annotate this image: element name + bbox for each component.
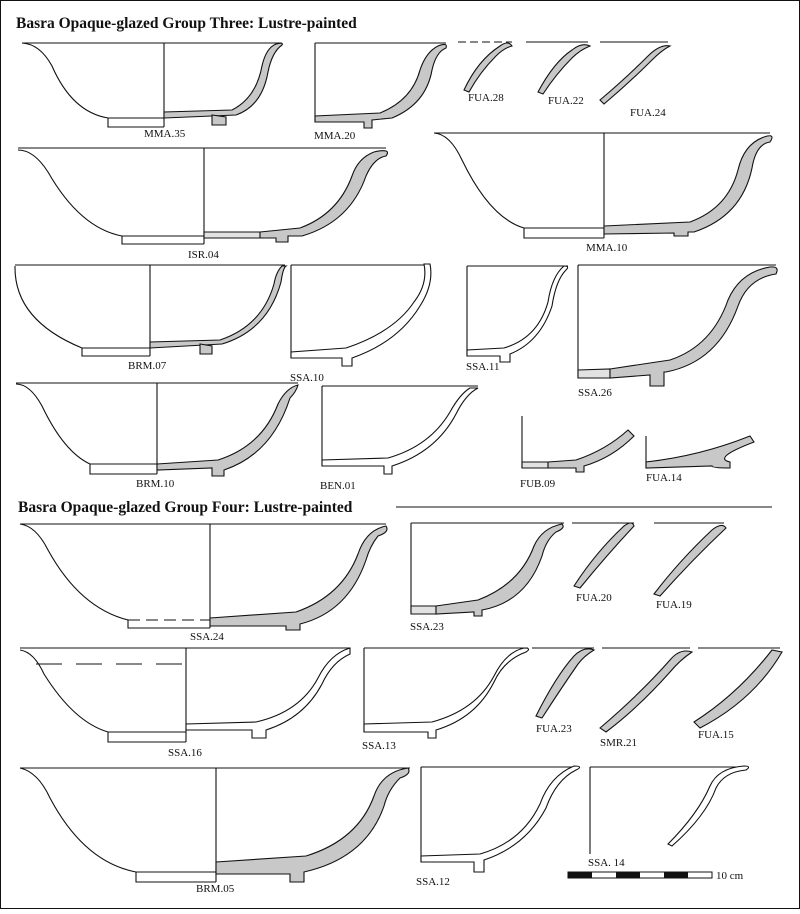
label-fua19: FUA.19	[656, 599, 692, 611]
label-smr21: SMR.21	[600, 737, 637, 749]
label-mma35: MMA.35	[144, 128, 186, 140]
label-fua23: FUA.23	[536, 723, 572, 735]
title-group-four: Basra Opaque-glazed Group Four: Lustre-painted	[18, 499, 353, 516]
label-ssa10: SSA.10	[290, 372, 324, 384]
label-fua14: FUA.14	[646, 472, 682, 484]
label-brm05: BRM.05	[196, 883, 235, 895]
label-ssa11: SSA.11	[466, 361, 500, 373]
scale-bar-label: 10 cm	[716, 870, 744, 882]
label-isr04: ISR.04	[188, 249, 219, 261]
label-mma20: MMA.20	[314, 130, 356, 142]
title-group-three: Basra Opaque-glazed Group Three: Lustre-painted	[16, 15, 357, 32]
label-ssa26: SSA.26	[578, 387, 612, 399]
label-ssa13: SSA.13	[362, 740, 396, 752]
label-fua15: FUA.15	[698, 729, 734, 741]
label-ssa16: SSA.16	[168, 747, 202, 759]
label-ben01: BEN.01	[320, 480, 356, 492]
label-brm07: BRM.07	[128, 360, 167, 372]
label-ssa24: SSA.24	[190, 631, 224, 643]
label-fua20: FUA.20	[576, 592, 612, 604]
label-ssa12: SSA.12	[416, 876, 450, 888]
label-fua24: FUA.24	[630, 107, 666, 119]
label-fua28: FUA.28	[468, 92, 504, 104]
label-fua22: FUA.22	[548, 95, 584, 107]
label-ssa14: SSA. 14	[588, 857, 625, 869]
label-ssa23: SSA.23	[410, 621, 444, 633]
label-mma10: MMA.10	[586, 242, 628, 254]
label-brm10: BRM.10	[136, 478, 175, 490]
label-fub09: FUB.09	[520, 478, 556, 490]
